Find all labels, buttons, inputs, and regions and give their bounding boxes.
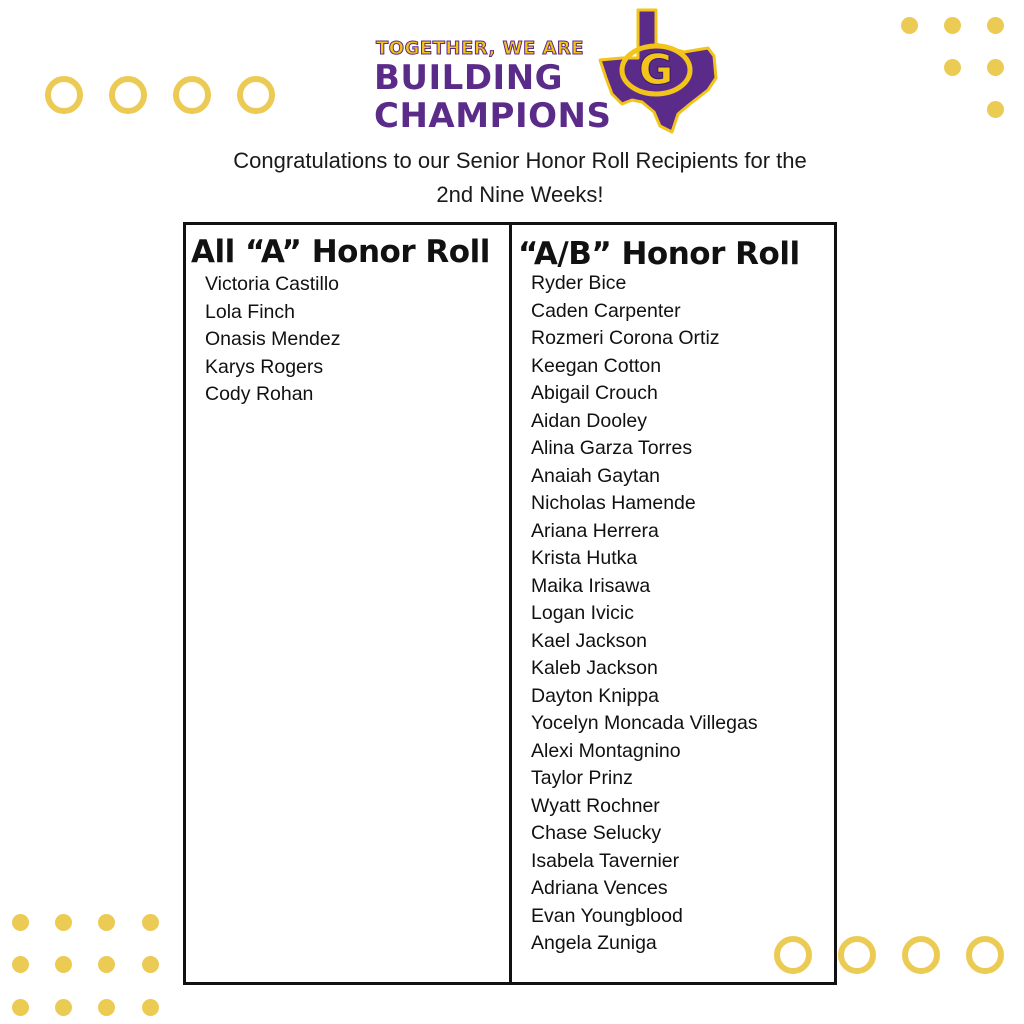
student-name: Victoria Castillo <box>205 273 340 295</box>
subtitle-line-1: Congratulations to our Senior Honor Roll Recipients for the <box>233 148 807 173</box>
decor-dot <box>142 914 159 931</box>
decor-dot <box>55 999 72 1016</box>
decor-dot <box>944 59 961 76</box>
student-name: Evan Youngblood <box>531 904 683 927</box>
student-name: Kael Jackson <box>531 629 647 652</box>
ab-list <box>512 270 834 958</box>
all-a-list <box>186 271 509 409</box>
decor-ring <box>966 936 1004 974</box>
student-name: Taylor Prinz <box>531 767 633 789</box>
student-name: Onasis Mendez <box>205 328 341 350</box>
ab-heading: “A/B” Honor Roll <box>518 236 800 272</box>
student-name: Anaiah Gaytan <box>531 464 661 487</box>
student-name: Karys Rogers <box>205 355 324 378</box>
student-name: Nicholas Hamende <box>531 492 696 514</box>
decor-dot <box>98 999 115 1016</box>
decor-dot <box>987 17 1004 34</box>
student-name: Rozmeri Corona Ortiz <box>531 327 720 349</box>
logo-champions: CHAMPIONS <box>374 96 612 136</box>
student-name: Kaleb Jackson <box>531 657 658 679</box>
all-a-column <box>186 225 512 982</box>
student-name: Abigail Crouch <box>531 382 658 404</box>
student-name: Maika Irisawa <box>531 574 651 597</box>
decor-dot <box>55 956 72 973</box>
decor-dot <box>12 999 29 1016</box>
student-name: Cody Rohan <box>205 383 314 405</box>
student-name: Logan Ivicic <box>531 602 634 624</box>
decor-dot <box>142 956 159 973</box>
student-name: Keegan Cotton <box>531 354 662 377</box>
building-champions-logo <box>372 8 728 138</box>
texas-g-emblem-icon <box>598 8 728 136</box>
student-name: Aidan Dooley <box>531 409 647 432</box>
decor-dot <box>944 17 961 34</box>
decor-ring <box>173 76 211 114</box>
decor-dot <box>901 17 918 34</box>
student-name: Angela Zuniga <box>531 932 657 954</box>
logo-tagline: TOGETHER, WE ARE <box>376 38 585 59</box>
student-name: Caden Carpenter <box>531 299 681 322</box>
ab-column <box>512 225 834 982</box>
student-name: Chase Selucky <box>531 822 662 844</box>
decor-ring <box>838 936 876 974</box>
all-a-heading: All “A” Honor Roll <box>191 234 490 270</box>
student-name: Wyatt Rochner <box>531 794 660 817</box>
decor-dot <box>987 59 1004 76</box>
student-name: Alina Garza Torres <box>531 437 693 459</box>
decor-dot <box>98 914 115 931</box>
logo-building: BUILDING <box>374 58 564 98</box>
student-name: Ryder Bice <box>531 272 627 294</box>
student-name: Ariana Herrera <box>531 519 659 542</box>
decor-dot <box>987 101 1004 118</box>
decor-dot <box>142 999 159 1016</box>
decor-dot <box>12 914 29 931</box>
decor-dot <box>98 956 115 973</box>
congratulations-message <box>180 144 860 212</box>
decor-ring <box>902 936 940 974</box>
decor-dot <box>55 914 72 931</box>
honor-roll-table <box>183 222 837 985</box>
decor-ring <box>237 76 275 114</box>
student-name: Alexi Montagnino <box>531 739 681 762</box>
emblem-letter: G <box>638 45 674 94</box>
student-name: Yocelyn Moncada Villegas <box>531 712 758 734</box>
decor-ring <box>45 76 83 114</box>
student-name: Dayton Knippa <box>531 684 659 707</box>
subtitle-line-2: 2nd Nine Weeks! <box>436 182 604 207</box>
student-name: Lola Finch <box>205 300 295 323</box>
decor-dot <box>12 956 29 973</box>
decor-ring <box>109 76 147 114</box>
student-name: Isabela Tavernier <box>531 849 680 872</box>
student-name: Adriana Vences <box>531 877 668 899</box>
student-name: Krista Hutka <box>531 547 638 569</box>
